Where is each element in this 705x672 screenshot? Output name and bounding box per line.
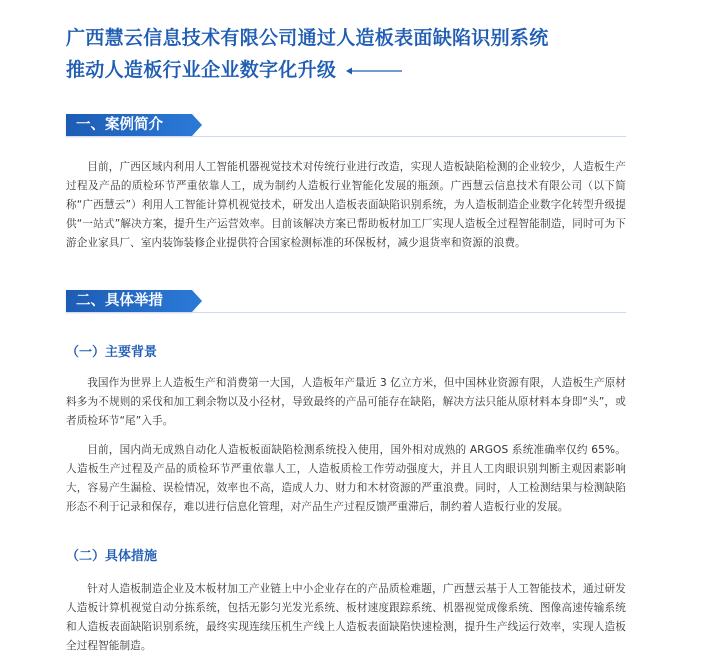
section-divider [66,136,626,137]
background-paragraph-1: 我国作为世界上人造板生产和消费第一大国，人造板年产量近 3 亿立方米，但中国林业资源有限，人造板生产原材料多为不规则的采伐和加工剩余物以及小径材，导致最终的产品可能存在缺陷，解决方法只能从原材料本身即“头”，或者质检环节“尾”入手。 [66,377,626,427]
section-heading-case-intro: 一、案例简介 [66,114,192,136]
background-paragraph-2: 目前，国内尚无成熟自动化人造板板面缺陷检测系统投入使用，国外相对成熟的 ARGOS 系统准确率仅约 65%。人造板生产过程及产品的质检环节严重依靠人工，人造板质检工作劳动强度大，并且人工肉眼识别判断主观因素影响大，容易产生漏检、误检情况，效率也不高，造成人力、财力和木材资源的严重浪费。同时，人工检测结果与检测缺陷形态不利于记录和保存，难以进行信息化管理，对产品生产过程反馈严重滞后，制约着人造板行业的发展。 [66,444,626,513]
title-line-1: 广西慧云信息技术有限公司通过人造板表面缺陷识别系统 [66,27,549,49]
title-line-2-wrap [66,54,666,86]
title-arrow-decoration-icon [346,66,402,76]
measures-paragraph-1: 针对人造板制造企业及木板材加工产业链上中小企业存在的产品质检难题，广西慧云基于人工智能技术，通过研发人造板计算机视觉自动分拣系统，包括无影匀光发光系统、板材速度跟踪系统、机器视觉成像系统、图像高速传输系统和人造板表面缺陷识别系统，最终实现连续压机生产线上人造板表面缺陷快速检测，提升生产线运行效率，实现人造板全过程智能制造。 [66,583,626,652]
section-divider [66,312,626,313]
subheading-specific-measures: （二）具体措施 [66,549,158,564]
document-title [66,22,666,86]
title-line-2: 推动人造板行业企业数字化升级 [66,59,337,81]
case-intro-paragraph: 目前，广西区域内利用人工智能机器视觉技术对传统行业进行改造，实现人造板缺陷检测的企业较少，人造板生产过程及产品的质检环节严重依靠人工，成为制约人造板行业智能化发展的瓶颈。广西慧云信息技术有限公司（以下简称“广西慧云”）利用人工智能计算机视觉技术，研发出人造板表面缺陷识别系统，为人造板制造企业数字化转型升级提供“一站式”解决方案，提升生产运营效率。目前该解决方案已帮助板材加工厂实现人造板全过程智能制造，同时可为下游企业家具厂、室内装饰装修企业提供符合国家检测标准的环保板材，减少退货率和资源的浪费。 [66,161,626,249]
subheading-main-background: （一）主要背景 [66,345,158,360]
section-heading-measures: 二、具体举措 [66,290,192,312]
